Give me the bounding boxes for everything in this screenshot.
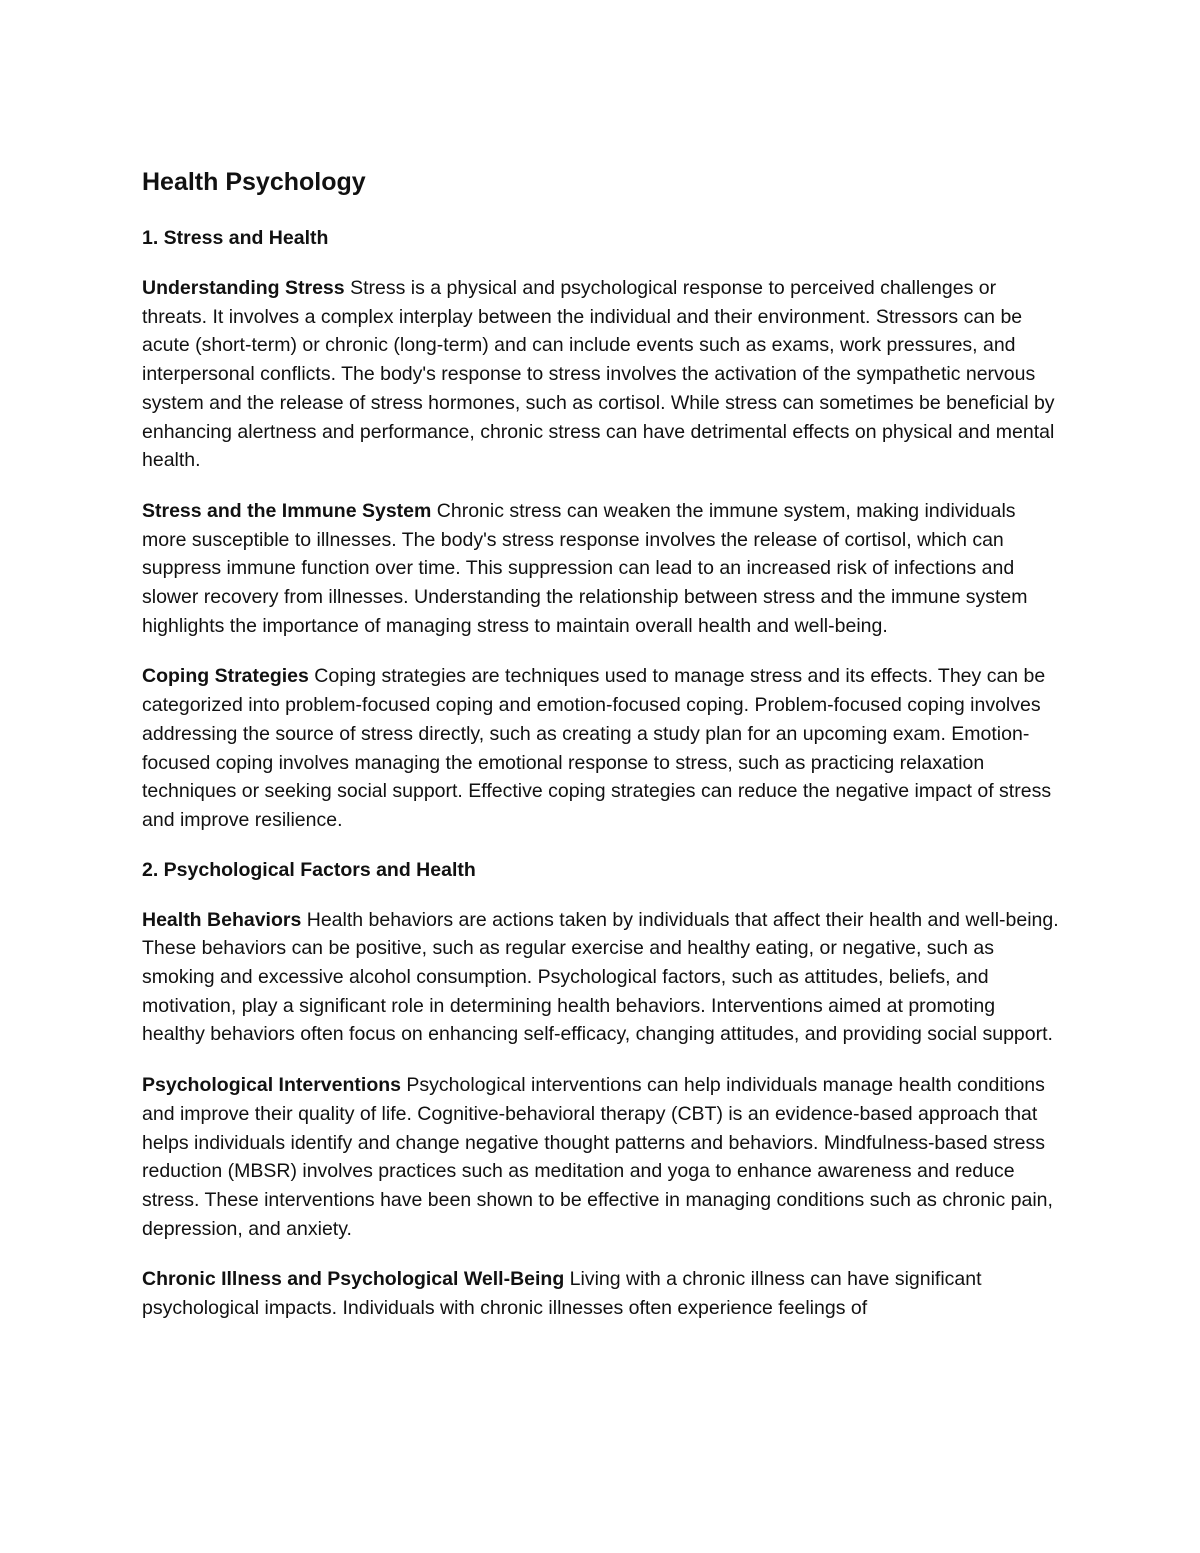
paragraph-body: Coping strategies are techniques used to manage stress and its effects. They can be categorized into problem-focused coping and emotion-focused coping. Problem-focused coping involves addressing the source of stress directly, such as creating a study plan for an upcoming exam. Emotion-focused coping involves managing the emotional response to stress, such as practicing relaxation techniques or seeking social support. Effective coping strategies can reduce the negative impact of stress and improve resilience. — [142, 665, 1052, 831]
paragraph-lead: Chronic Illness and Psychological Well-Being — [142, 1268, 565, 1291]
paragraph-health-behaviors — [142, 906, 1062, 1050]
paragraph-coping-strategies — [142, 662, 1062, 834]
paragraph-chronic-illness — [142, 1265, 1062, 1322]
paragraph-body: Health behaviors are actions taken by individuals that affect their health and well-being. These behaviors can be positive, such as regular exercise and healthy eating, or negative, such as smoking and excessive alcohol consumption. Psychological factors, such as attitudes, beliefs, and motivation, play a significant role in determining health behaviors. Interventions aimed at promoting healthy behaviors often focus on enhancing self-efficacy, changing attitudes, and providing social support. — [142, 908, 1059, 1046]
page-title: Health Psychology — [142, 168, 366, 196]
paragraph-understanding-stress — [142, 274, 1062, 475]
paragraph-lead: Understanding Stress — [142, 277, 345, 299]
section-heading-stress-and-health: 1. Stress and Health — [142, 227, 329, 249]
paragraph-psychological-interventions — [142, 1071, 1062, 1243]
paragraph-lead: Coping Strategies — [142, 665, 309, 688]
paragraph-lead: Stress and the Immune System — [142, 499, 432, 522]
paragraph-stress-immune-system — [142, 497, 1062, 641]
paragraph-body: Psychological interventions can help individuals manage health conditions and improve their quality of life. Cognitive-behavioral therapy (CBT) is an evidence-based approach that helps individuals identify and change negative thought patterns and behaviors. Mindfulness-based stress reduction (MBSR) involves practices such as meditation and yoga to enhance awareness and reduce stress. These interventions have been shown to be effective in managing conditions such as chronic pain, depression, and anxiety. — [142, 1074, 1053, 1240]
paragraph-body: Chronic stress can weaken the immune system, making individuals more susceptible to illnesses. The body's stress response involves the release of cortisol, which can suppress immune function over time. This suppression can lead to an increased risk of infections and slower recovery from illnesses. Understanding the relationship between stress and the immune system highlights the importance of managing stress to maintain overall health and well-being. — [142, 499, 1028, 637]
paragraph-body: Living with a chronic illness can have significant psychological impacts. Individuals with chronic illnesses often experience feelings of — [142, 1268, 982, 1320]
paragraph-lead: Psychological Interventions — [142, 1074, 401, 1097]
section-heading-psychological-factors: 2. Psychological Factors and Health — [142, 858, 476, 881]
paragraph-body: Stress is a physical and psychological response to perceived challenges or threats. It involves a complex interplay between the individual and their environment. Stressors can be acute (short-term) or chronic (long-term) and can include events such as exams, work pressures, and interpersonal conflicts. The body's response to stress involves the activation of the sympathetic nervous system and the release of stress hormones, such as cortisol. While stress can sometimes be beneficial by enhancing alertness and performance, chronic stress can have detrimental effects on physical and mental health. — [142, 277, 1055, 472]
document-page — [142, 165, 1062, 1345]
paragraph-lead: Health Behaviors — [142, 908, 302, 931]
